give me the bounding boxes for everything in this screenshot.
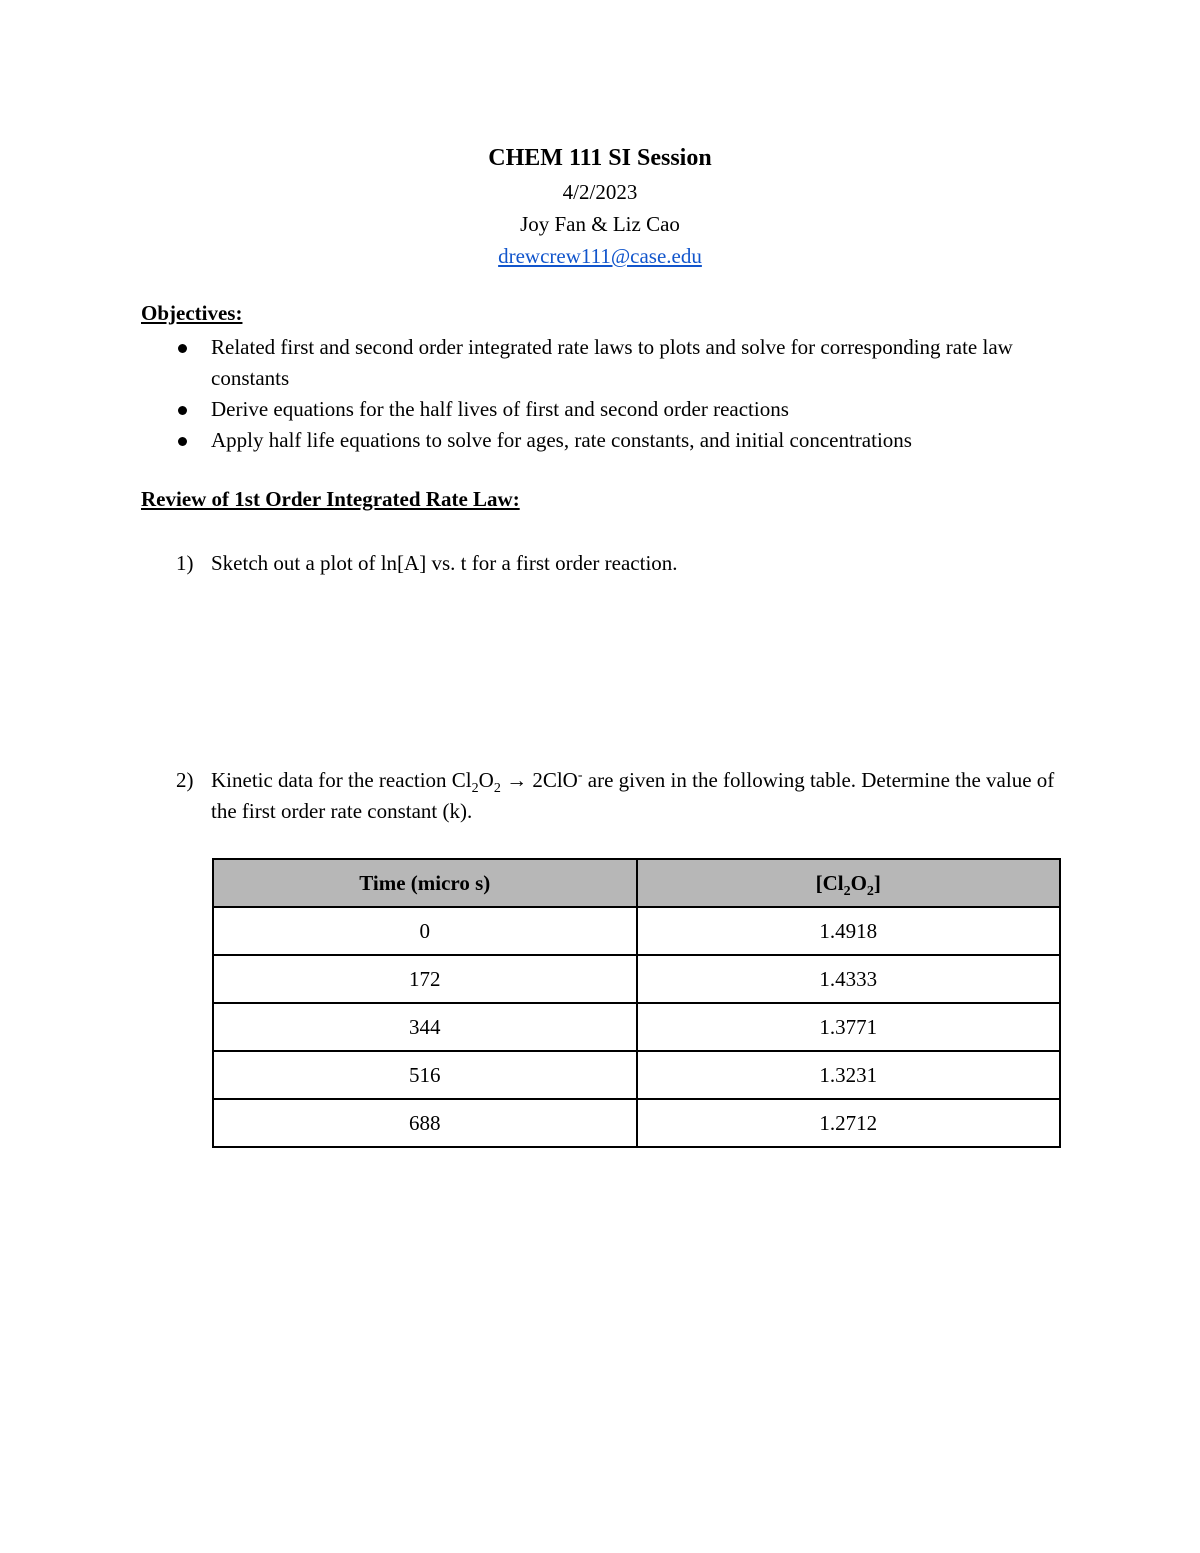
question-text [141, 765, 1061, 827]
superscript: - [577, 768, 583, 783]
objectives-list [141, 332, 1041, 456]
q2-text-part: → 2ClO [500, 768, 578, 792]
kinetic-data-table [212, 858, 1061, 1148]
bullet-dot-icon [178, 437, 187, 446]
table-row [213, 1003, 1060, 1051]
concentration-cell: 1.2712 [637, 1099, 1061, 1147]
concentration-cell: 1.4918 [637, 907, 1061, 955]
objective-text: Related first and second order integrated rate laws to plots and solve for corresponding rate law constants [211, 335, 1013, 390]
contact-email-link[interactable]: drewcrew111@case.edu [498, 244, 702, 268]
concentration-cell: 1.3771 [637, 1003, 1061, 1051]
table-row [213, 955, 1060, 1003]
objective-text: Derive equations for the half lives of first and second order reactions [211, 397, 789, 421]
subscript: 2 [493, 781, 501, 797]
objective-item [141, 425, 1041, 456]
time-cell: 0 [213, 907, 637, 955]
objective-item [141, 394, 1041, 425]
column-header-concentration [637, 859, 1061, 907]
session-authors: Joy Fan & Liz Cao [520, 212, 680, 236]
contact-email-line [0, 240, 1200, 272]
document-header [0, 140, 1200, 272]
review-heading: Review of 1st Order Integrated Rate Law: [141, 487, 520, 511]
bullet-dot-icon [178, 344, 187, 353]
objective-text: Apply half life equations to solve for ages, rate constants, and initial concentrations [211, 428, 912, 452]
bullet-dot-icon [178, 406, 187, 415]
question-1 [141, 548, 1061, 579]
header-text-part: ] [873, 870, 881, 895]
time-cell: 172 [213, 955, 637, 1003]
time-cell: 344 [213, 1003, 637, 1051]
session-date: 4/2/2023 [562, 180, 638, 204]
question-number: 2) [176, 768, 194, 792]
table-header-row [213, 859, 1060, 907]
document-title: CHEM 111 SI Session [488, 145, 712, 171]
objectives-heading: Objectives: [141, 301, 243, 325]
q2-text-part: Kinetic data for the reaction Cl [211, 768, 472, 792]
time-cell: 516 [213, 1051, 637, 1099]
table-row [213, 907, 1060, 955]
question-text: Sketch out a plot of ln[A] vs. t for a first order reaction. [211, 551, 678, 575]
column-header-time: Time (micro s) [213, 859, 637, 907]
table-row [213, 1051, 1060, 1099]
time-cell: 688 [213, 1099, 637, 1147]
concentration-cell: 1.4333 [637, 955, 1061, 1003]
subscript: 2 [471, 781, 479, 797]
objective-item [141, 332, 1041, 394]
question-number: 1) [176, 551, 194, 575]
q2-text-part: are given in the following table. Determine the value of the first order rate constant (k). [211, 768, 1055, 823]
header-text-part: O [850, 870, 867, 895]
question-2 [141, 765, 1061, 827]
table-row [213, 1099, 1060, 1147]
subscript: 2 [843, 883, 851, 899]
q2-text-part: O [478, 768, 494, 792]
concentration-cell: 1.3231 [637, 1051, 1061, 1099]
header-text-part: [Cl [815, 870, 844, 895]
subscript: 2 [866, 883, 874, 899]
